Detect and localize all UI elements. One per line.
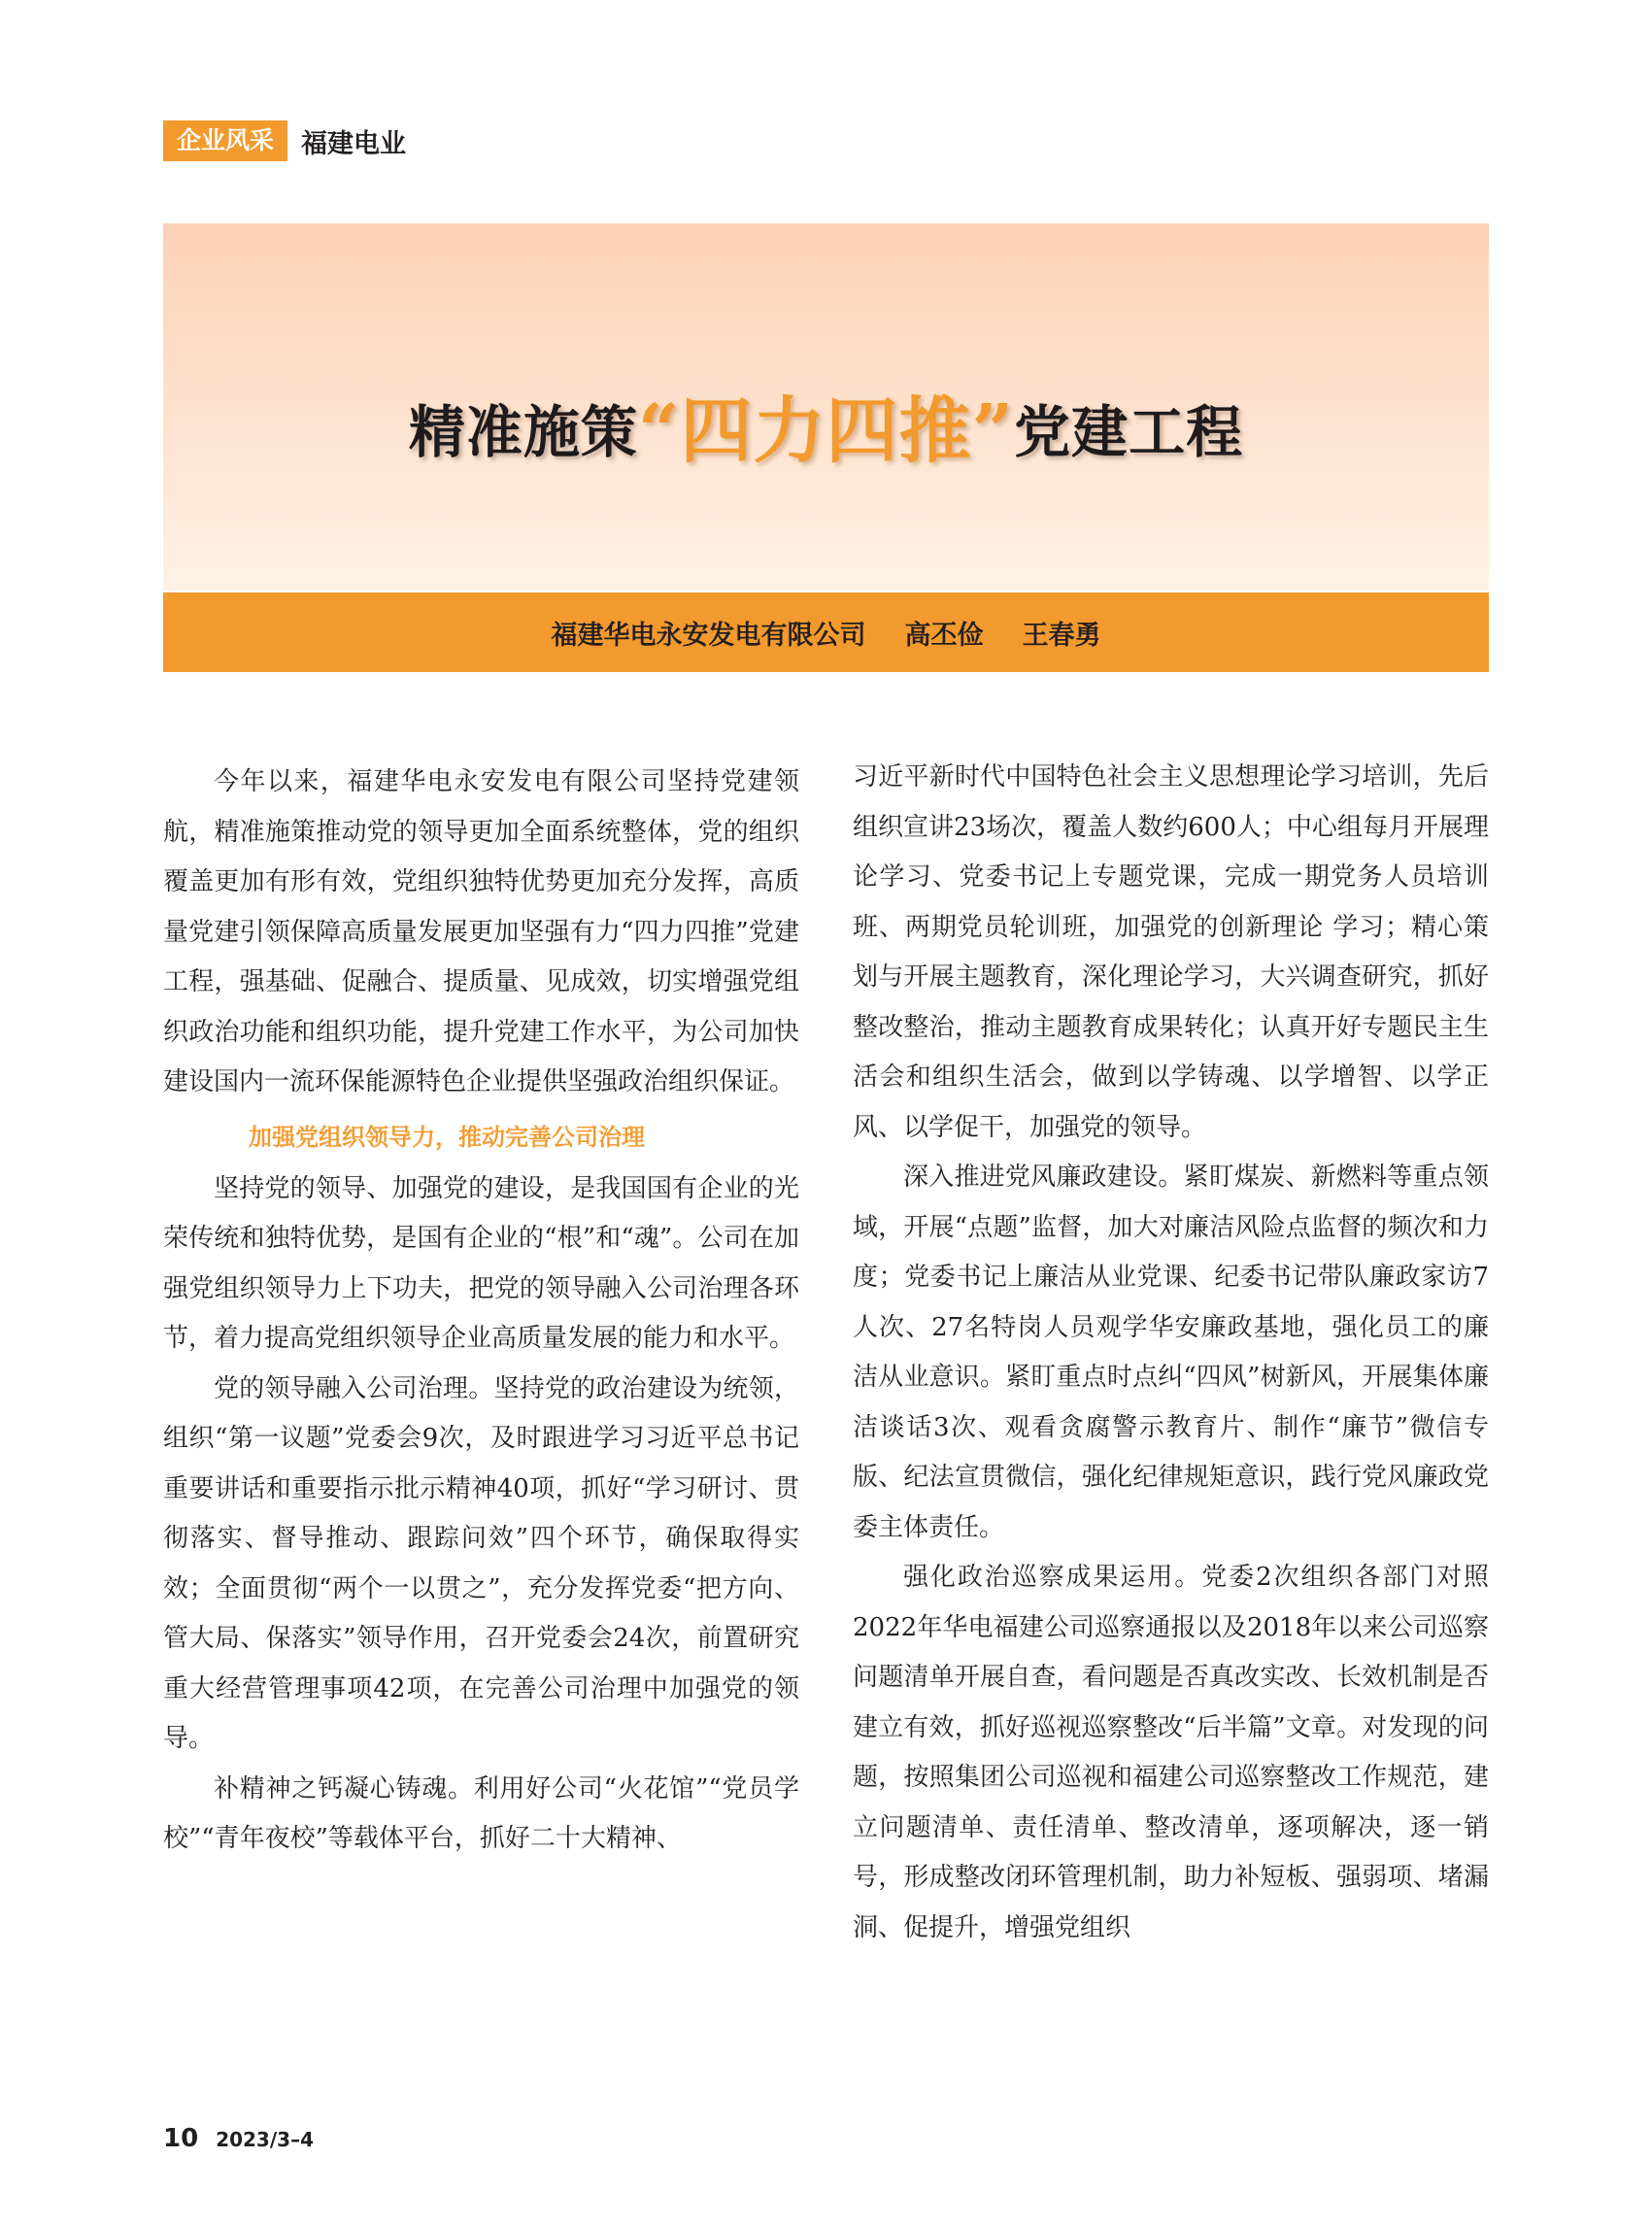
paragraph: 深入推进党风廉政建设。紧盯煤炭、新燃料等重点领域，开展“点题”监督，加大对廉洁风险点监督的频次和力度；党委书记上廉洁从业党课、纪委书记带队廉政家访7人次、27名特岗人员观学华安廉政基地，强化员工的廉洁从业意识。紧盯重点时点纠“四风”树新风，开展集体廉洁谈话3次、观看贪腐警示教育片、制作“廉节”微信专版、纪法宣贯微信，强化纪律规矩意识，践行党风廉政党委主体责任。: [853, 1163, 1489, 1542]
article-title: [163, 374, 1489, 477]
page-header: [163, 120, 406, 161]
title-part-after: 党建工程: [1014, 399, 1244, 465]
page-footer: [163, 2124, 314, 2153]
title-part-before: 精准施策: [408, 399, 638, 465]
right-column: [853, 753, 1489, 1953]
paragraph: 党的领导融入公司治理。坚持党的政治建设为统领，组织“第一议题”党委会9次，及时跟进学习习近平总书记重要讲话和重要指示批示精神40项，抓好“学习研讨、贯彻落实、督导推动、跟踪问效”四个环节，确保取得实效；全面贯彻“两个一以贯之”，充分发挥党委“把方向、管大局、保落实”领导作用，召开党委会24次，前置研究重大经营管理事项42项，在完善公司治理中加强党的领导。: [163, 1373, 799, 1753]
left-column: [163, 758, 799, 1865]
paragraph: 强化政治巡察成果运用。党委2次组织各部门对照2022年华电福建公司巡察通报以及2018年以来公司巡察问题清单开展自查，看问题是否真改实改、长效机制是否建立有效，抓好巡视巡察整改“后半篇”文章。对发现的问题，按照集团公司巡视和福建公司巡察整改工作规范，建立问题清单、责任清单、整改清单，逐项解决，逐一销号，形成整改闭环管理机制，助力补短板、强弱项、堵漏洞、促提升，增强党组织: [853, 1563, 1489, 1942]
section-subheading: 加强党组织领导力，推动完善公司治理: [249, 1123, 645, 1151]
paragraph-continued: 习近平新时代中国特色社会主义思想理论学习培训，先后组织宣讲23场次，覆盖人数约600人；中心组每月开展理论学习、党委书记上专题党课，完成一期党务人员培训班、两期党员轮训班，加强党的创新理论 学习；精心策划与开展主题教育，深化理论学习，大兴调查研究，抓好整改整治，推动主题教育成果转化；认真开好专题民主生活会和组织生活会，做到以学铸魂、以学增智、以学正风、以学促干，加强党的领导。: [853, 762, 1489, 1142]
section-tag: 企业风采: [163, 120, 287, 161]
byline-author-2: 王春勇: [1022, 620, 1101, 651]
title-banner: [163, 223, 1489, 590]
issue-label: 2023/3–4: [216, 2128, 314, 2151]
byline-author-1: 高丕俭: [904, 620, 984, 651]
title-highlight: “四力四推”: [637, 389, 1015, 473]
paragraph: 坚持党的领导、加强党的建设，是我国国有企业的光荣传统和独特优势，是国有企业的“根”和“魂”。公司在加强党组织领导力上下功夫，把党的领导融入公司治理各环节，着力提高党组织领导企业高质量发展的能力和水平。: [163, 1173, 799, 1353]
paragraph: 补精神之钙凝心铸魂。利用好公司“火花馆”“党员学校”“青年夜校”等载体平台，抓好二十大精神、: [163, 1773, 799, 1853]
page-number: 10: [163, 2124, 199, 2153]
paragraph: 今年以来，福建华电永安发电有限公司坚持党建领航，精准施策推动党的领导更加全面系统整体，党的组织覆盖更加有形有效，党组织独特优势更加充分发挥，高质量党建引领保障高质量发展更加坚强有力“四力四推”党建工程，强基础、促融合、提质量、见成效，切实增强党组织政治功能和组织功能，提升党建工作水平，为公司加快建设国内一流环保能源特色企业提供坚强政治组织保证。: [163, 767, 799, 1096]
byline-organization: 福建华电永安发电有限公司: [551, 620, 866, 651]
section-title: 福建电业: [301, 128, 407, 159]
byline-bar: [163, 592, 1489, 672]
